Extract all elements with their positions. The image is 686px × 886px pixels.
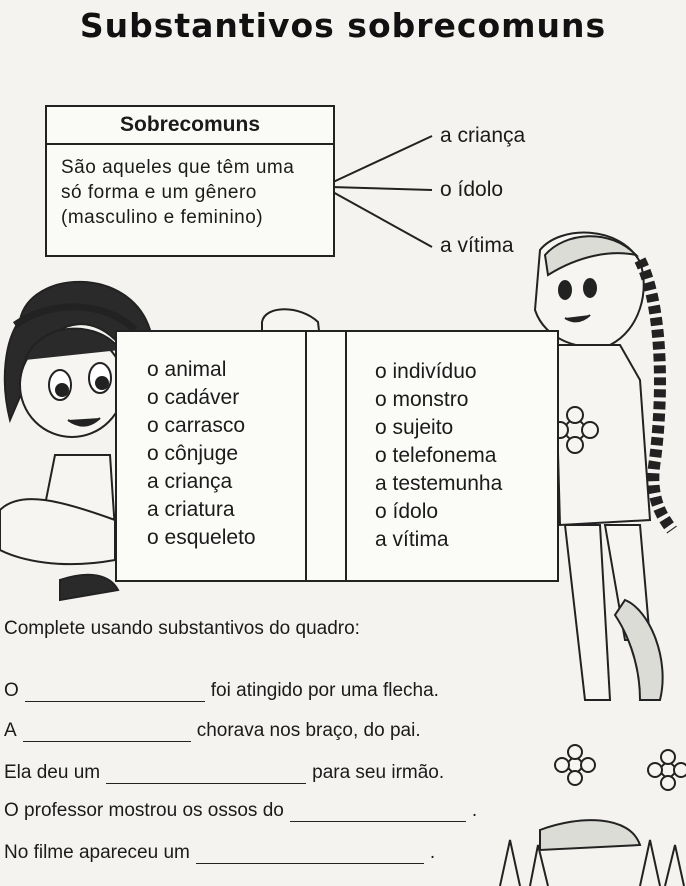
word-item: a vítima	[375, 528, 449, 551]
answer-blank[interactable]	[196, 843, 424, 864]
exercise-prefix: No filme apareceu um	[4, 842, 190, 863]
word-item: a criança	[147, 470, 233, 493]
answer-blank[interactable]	[23, 721, 191, 742]
exercise-suffix: chorava nos braço, do pai.	[196, 720, 421, 741]
definition-line: São aqueles que têm uma	[61, 157, 295, 178]
definition-text	[47, 145, 333, 230]
word-item: o carrasco	[147, 414, 246, 437]
exercise-sentence	[4, 720, 421, 742]
word-item: o cadáver	[147, 386, 240, 409]
example-word: a criança	[440, 124, 526, 147]
book-spine	[345, 332, 347, 580]
exercise-prefix: O professor mostrou os ossos do	[4, 800, 284, 821]
definition-heading: Sobrecomuns	[47, 107, 333, 145]
instruction-text: Complete usando substantivos do quadro:	[4, 618, 360, 639]
answer-blank[interactable]	[25, 681, 205, 702]
answer-blank[interactable]	[290, 801, 466, 822]
exercise-prefix: A	[4, 720, 17, 741]
exercise-prefix: Ela deu um	[4, 762, 101, 783]
flowers-decoration	[500, 745, 686, 886]
word-item: o indivíduo	[375, 360, 477, 383]
page-title: Substantivos sobrecomuns	[79, 6, 607, 45]
word-item: o animal	[147, 358, 227, 381]
example-word: o ídolo	[440, 178, 504, 201]
word-item: o sujeito	[375, 416, 454, 439]
definition-line: só forma e um gênero	[61, 182, 257, 203]
exercise-sentence	[4, 800, 477, 822]
exercise-suffix: para seu irmão.	[312, 762, 445, 783]
word-item: a testemunha	[375, 472, 503, 495]
exercise-suffix: foi atingido por uma flecha.	[210, 680, 439, 701]
word-item: o telefonema	[375, 444, 497, 467]
word-list-left	[147, 356, 256, 552]
word-box-book	[115, 330, 559, 582]
connector-lines	[331, 136, 432, 247]
definition-box	[45, 105, 335, 257]
answer-blank[interactable]	[106, 763, 306, 784]
exercise-prefix: O	[4, 680, 19, 701]
book-spine	[305, 332, 307, 580]
exercise-suffix: .	[429, 842, 436, 863]
definition-line: (masculino e feminino)	[61, 207, 264, 228]
exercise-sentence	[4, 842, 435, 864]
exercise-suffix: .	[471, 800, 478, 821]
word-item: o esqueleto	[147, 526, 256, 549]
word-item: a criatura	[147, 498, 235, 521]
exercise-sentence	[4, 762, 444, 784]
word-item: o ídolo	[375, 500, 439, 523]
word-list-right	[375, 358, 502, 554]
word-item: o monstro	[375, 388, 469, 411]
exercise-sentence	[4, 680, 439, 702]
example-word: a vítima	[440, 234, 514, 257]
word-item: o cônjuge	[147, 442, 239, 465]
